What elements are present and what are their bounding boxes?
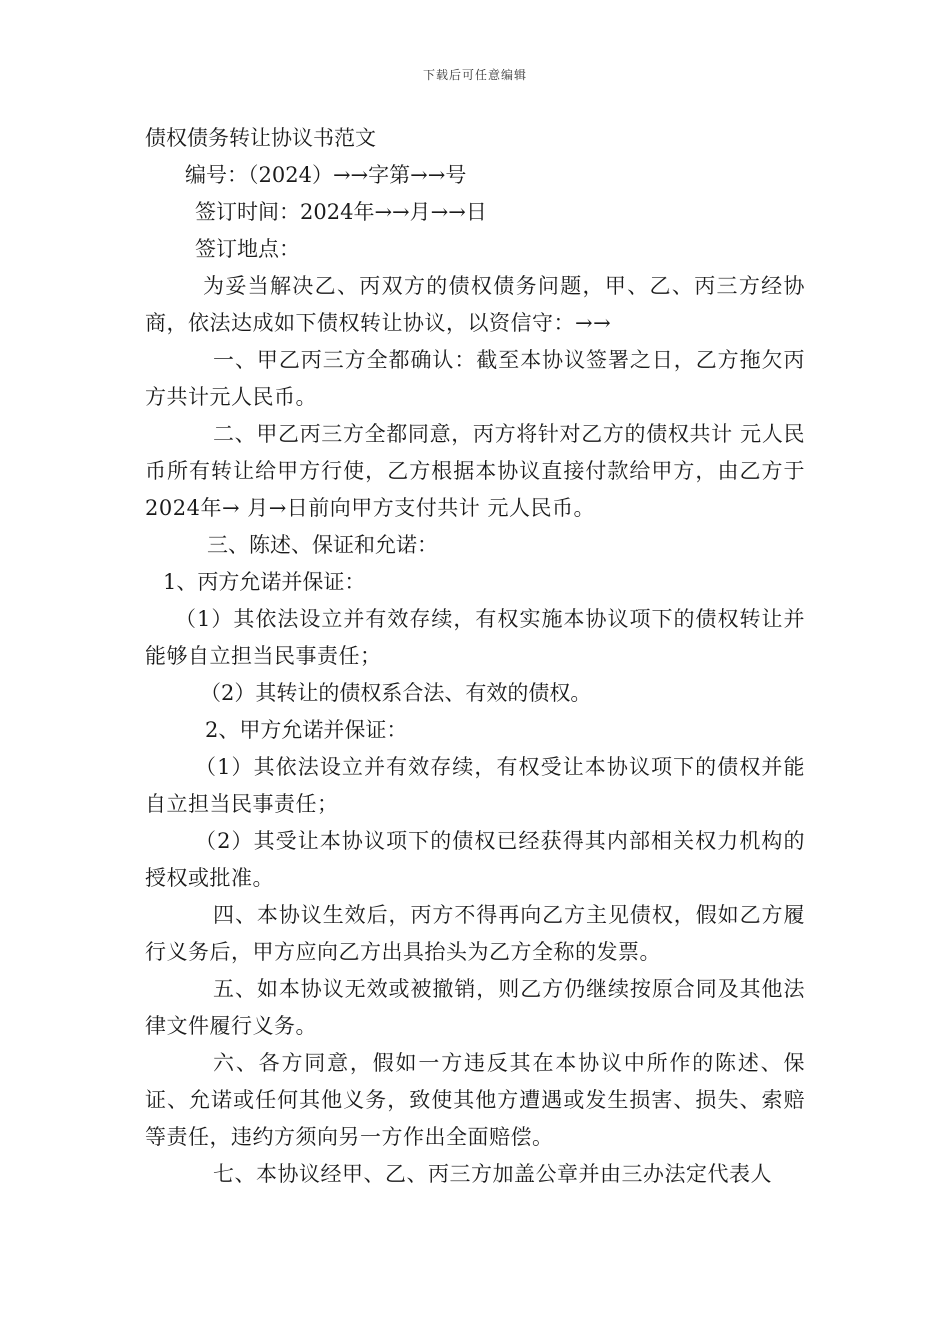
signing-time: 签订时间：2024年→→月→→日 <box>195 200 487 224</box>
document-title: 债权债务转让协议书范文 <box>145 126 376 150</box>
signing-place: 签订地点： <box>195 237 300 261</box>
clause-5: 五、如本协议无效或被撤销，则乙方仍继续按原合同及其他法律文件履行义务。 <box>145 977 805 1038</box>
clause-3-item-1-heading: 1、丙方允诺并保证： <box>163 570 366 594</box>
clause-7: 七、本协议经甲、乙、丙三方加盖公章并由三办法定代表人 <box>213 1162 772 1186</box>
clause-1: 一、甲乙丙三方全都确认：截至本协议签署之日，乙方拖欠丙方共计元人民币。 <box>145 348 805 409</box>
clause-4: 四、本协议生效后，丙方不得再向乙方主见债权，假如乙方履行义务后，甲方应向乙方出具抬头为乙方全称的发票。 <box>145 903 805 964</box>
clause-6: 六、各方同意，假如一方违反其在本协议中所作的陈述、保证、允诺或任何其他义务，致使其他方遭遇或发生损害、损失、索赔等责任，违约方须向另一方作出全面赔偿。 <box>145 1051 805 1149</box>
clause-3-item-1-1: （1）其依法设立并有效存续，有权实施本协议项下的债权转让并能够自立担当民事责任； <box>145 607 805 668</box>
clause-3-item-1-2: （2）其转让的债权系合法、有效的债权。 <box>200 681 592 705</box>
clause-3-item-2-2: （2）其受让本协议项下的债权已经获得其内部相关权力机构的授权或批准。 <box>145 829 805 890</box>
clause-3-heading: 三、陈述、保证和允诺： <box>207 533 438 557</box>
clause-2: 二、甲乙丙三方全都同意，丙方将针对乙方的债权共计 元人民币所有转让给甲方行使，乙方根据本协议直接付款给甲方，由乙方于2024年→ 月→日前向甲方支付共计 元人民币。 <box>145 422 805 520</box>
contract-number: 编号：（2024）→→字第→→号 <box>185 163 467 187</box>
page-header-note: 下载后可任意编辑 <box>422 68 527 82</box>
clause-3-item-2-1: （1）其依法设立并有效存续，有权受让本协议项下的债权并能自立担当民事责任； <box>145 755 805 816</box>
clause-3-item-2-heading: 2、甲方允诺并保证： <box>205 718 408 742</box>
document-body <box>145 120 805 1193</box>
intro-paragraph: 为妥当解决乙、丙双方的债权债务问题，甲、乙、丙三方经协商，依法达成如下债权转让协议，以资信守：→→ <box>145 274 805 335</box>
